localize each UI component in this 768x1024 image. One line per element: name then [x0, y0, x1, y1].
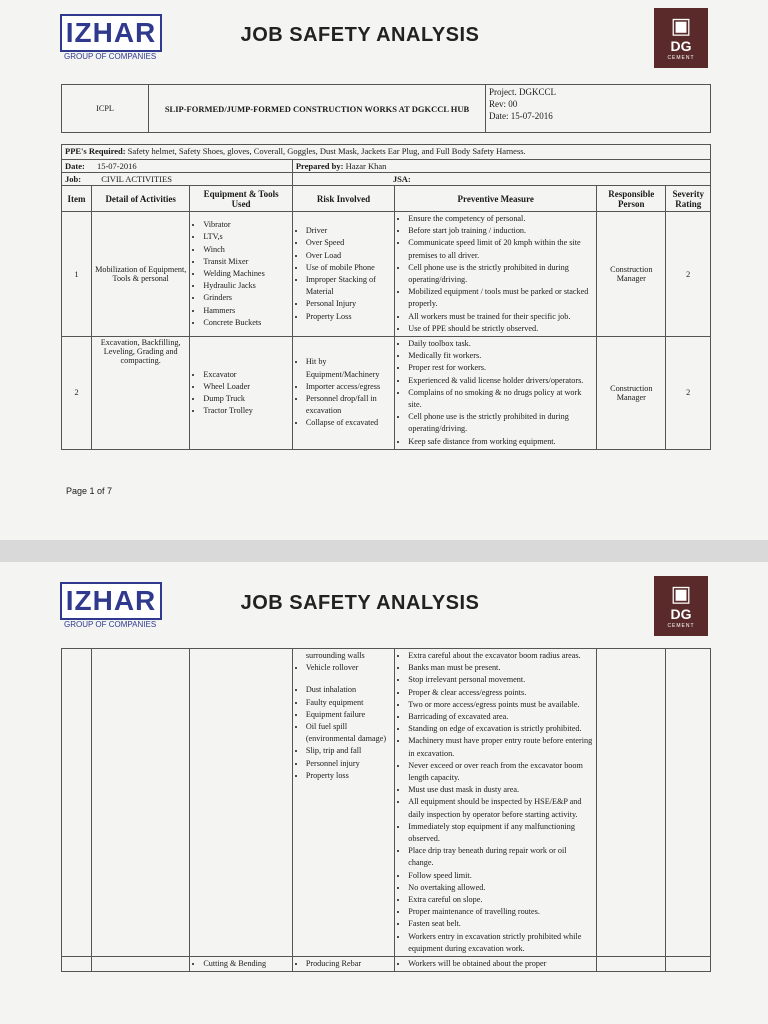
ppe-label: PPE's Required: [65, 146, 126, 156]
row-detail [92, 957, 190, 972]
dg-cement-logo [654, 8, 708, 68]
list-item: • Excavator [203, 369, 288, 381]
measure-list [398, 213, 593, 335]
header-date: Date: 15-07-2016 [489, 111, 553, 121]
list-item: • Machinery must have proper entry route before entering in excavation. [408, 735, 593, 759]
list-item: • Cutting & Bending [203, 958, 288, 970]
list-item: • All workers must be trained for their specific job. [408, 311, 593, 323]
row-detail [92, 649, 190, 957]
risk-list [296, 684, 391, 782]
list-item: • Tractor Trolley [203, 405, 288, 417]
list-item: • Transit Mixer [203, 256, 288, 268]
page-2 [0, 562, 768, 1024]
column-headers [62, 186, 711, 212]
list-item: • Driver [306, 225, 391, 237]
col-preventive: Preventive Measure [395, 186, 597, 212]
risk-list [296, 356, 391, 429]
elephant-icon: ▣ [670, 581, 692, 606]
dg-logo-text: DG [670, 38, 692, 54]
row-severity [666, 649, 711, 957]
list-item: • Slip, trip and fall [306, 745, 391, 757]
date-label: Date: [65, 161, 85, 171]
list-item: • Dust inhalation [306, 684, 391, 696]
jsa-table-continued [61, 648, 711, 972]
list-item: • Proper maintenance of travelling routes. [408, 906, 593, 918]
elephant-icon: ▣ [670, 13, 692, 38]
company-name: ICPL [62, 85, 149, 133]
list-item: • Welding Machines [203, 268, 288, 280]
list-item: • Grinders [203, 292, 288, 304]
list-item: • Hammers [203, 305, 288, 317]
row-equipment [190, 649, 292, 957]
risk-continued: surrounding walls [305, 651, 365, 660]
list-item: • All equipment should be inspected by HSE/E&P and daily inspection by operator before starting activity. [408, 796, 593, 820]
prepared-value: Hazar Khan [345, 161, 387, 171]
list-item: • Cell phone use is the strictly prohibited in during operating/driving. [408, 262, 593, 286]
job-cell [62, 173, 293, 186]
izhar-logo: IZHAR [60, 582, 162, 620]
list-item: • Experienced & valid license holder drivers/operators. [408, 375, 593, 387]
date-cell [62, 160, 293, 173]
list-item: • Place drip tray beneath during repair work or oil change. [408, 845, 593, 869]
list-item: • Faulty equipment [306, 697, 391, 709]
row-measures [395, 957, 597, 972]
list-item: • Dump Truck [203, 393, 288, 405]
list-item: • Proper & clear access/egress points. [408, 687, 593, 699]
ppe-row [62, 145, 711, 160]
list-item: • Ensure the competency of personal. [408, 213, 593, 225]
list-item: • Concrete Buckets [203, 317, 288, 329]
row-item [62, 957, 92, 972]
list-item: • Daily toolbox task. [408, 338, 593, 350]
col-item: Item [62, 186, 92, 212]
row-responsible [597, 957, 666, 972]
work-title: SLIP-FORMED/JUMP-FORMED CONSTRUCTION WORKS AT DGKCCL HUB [149, 85, 486, 133]
list-item: • Improper Stacking of Material [306, 274, 391, 298]
list-item: • Vehicle rollover [306, 662, 391, 674]
measure-list [398, 650, 593, 955]
list-item: • Keep safe distance from working equipment. [408, 436, 593, 448]
row-responsible [597, 649, 666, 957]
list-item: • Banks man must be present. [408, 662, 593, 674]
row-risks [292, 212, 394, 337]
list-item: • Property Loss [306, 311, 391, 323]
list-item: • Collapse of excavated [306, 417, 391, 429]
ppe-text: Safety helmet, Safety Shoes, gloves, Coverall, Goggles, Dust Mask, Jackets Ear Plug, and Full Body Safety Harness. [125, 146, 526, 156]
list-item: • Cell phone use is the strictly prohibited in during operating/driving. [408, 411, 593, 435]
list-item: • Over Load [306, 250, 391, 262]
izhar-logo-subtitle: GROUP OF COMPANIES [64, 52, 157, 61]
list-item: • Importer access/egress [306, 381, 391, 393]
row-item [62, 649, 92, 957]
measure-list [398, 338, 593, 448]
list-item: • Workers entry in excavation strictly prohibited while equipment during excavation work. [408, 931, 593, 955]
list-item: • Extra careful about the excavator boom radius areas. [408, 650, 593, 662]
list-item: • Workers will be obtained about the proper [408, 958, 593, 970]
izhar-logo-subtitle: GROUP OF COMPANIES [64, 620, 157, 629]
list-item: • Before start job training / induction. [408, 225, 593, 237]
revision: Rev: 00 [489, 99, 518, 109]
risk-list [296, 662, 391, 674]
col-responsible: Responsible Person [597, 186, 666, 212]
list-item: • Fasten seat belt. [408, 918, 593, 930]
col-equipment: Equipment & Tools Used [190, 186, 292, 212]
list-item: • Use of mobile Phone [306, 262, 391, 274]
row-measures [395, 337, 597, 450]
row-equipment [190, 337, 292, 450]
list-item: • Personnel injury [306, 758, 391, 770]
row-risks [292, 337, 394, 450]
date-value: 15-07-2016 [96, 161, 137, 171]
equipment-list [193, 369, 288, 418]
list-item: • Oil fuel spill (environmental damage) [306, 721, 391, 745]
prepared-label: Prepared by: [295, 161, 344, 171]
row-detail: Mobilization of Equipment, Tools & personal [92, 212, 190, 337]
equipment-list [193, 219, 288, 329]
list-item: • Extra careful on slope. [408, 894, 593, 906]
list-item: • Hydraulic Jacks [203, 280, 288, 292]
col-detail: Detail of Activities [92, 186, 190, 212]
list-item: • Equipment failure [306, 709, 391, 721]
list-item: • Mobilized equipment / tools must be parked or stacked properly. [408, 286, 593, 310]
list-item: • Proper rest for workers. [408, 362, 593, 374]
row-responsible: Construction Manager [597, 212, 666, 337]
list-item: • Use of PPE should be strictly observed. [408, 323, 593, 335]
row-risks [292, 957, 394, 972]
izhar-logo: IZHAR [60, 14, 162, 52]
page-title: JOB SAFETY ANALYSIS [240, 24, 480, 46]
list-item: • Producing Rebar [306, 958, 391, 970]
jsa-table [61, 144, 711, 450]
header-table [61, 84, 711, 133]
col-risk: Risk Involved [292, 186, 394, 212]
jsa-cell [292, 173, 710, 186]
row-equipment [190, 212, 292, 337]
project-name: Project. DGKCCL [489, 87, 556, 97]
table-row [62, 212, 711, 337]
dg-logo-text: DG [670, 606, 692, 622]
list-item: • Vibrator [203, 219, 288, 231]
list-item: • Must use dust mask in dusty area. [408, 784, 593, 796]
project-info [486, 85, 711, 133]
list-item: • Hit by Equipment/Machinery [306, 356, 391, 380]
list-item: • Follow speed limit. [408, 870, 593, 882]
row-responsible: Construction Manager [597, 337, 666, 450]
table-row [62, 649, 711, 957]
list-item: • Two or more access/egress points must be available. [408, 699, 593, 711]
list-item: • Stop irrelevant personal movement. [408, 674, 593, 686]
list-item: • Personal Injury [306, 298, 391, 310]
jsa-label: JSA: [392, 174, 411, 184]
list-item: • Never exceed or over reach from the excavator boom length capacity. [408, 760, 593, 784]
list-item: • Complains of no smoking & no drugs policy at work site. [408, 387, 593, 411]
list-item: • Standing on edge of excavation is strictly prohibited. [408, 723, 593, 735]
row-measures [395, 649, 597, 957]
list-item: • LTV,s [203, 231, 288, 243]
col-severity: Severity Rating [666, 186, 711, 212]
table-row [62, 957, 711, 972]
row-risks [292, 649, 394, 957]
list-item: • No overtaking allowed. [408, 882, 593, 894]
table-row [62, 337, 711, 450]
list-item: • Communicate speed limit of 20 kmph within the site premises to all driver. [408, 237, 593, 261]
row-equipment [190, 957, 292, 972]
row-measures [395, 212, 597, 337]
row-detail: Excavation, Backfilling, Leveling, Grading and compacting. [92, 337, 190, 450]
dg-cement-logo [654, 576, 708, 636]
list-item: • Barricading of excavated area. [408, 711, 593, 723]
prepared-cell [292, 160, 710, 173]
page-title: JOB SAFETY ANALYSIS [240, 592, 480, 614]
list-item: • Property loss [306, 770, 391, 782]
row-item: 1 [62, 212, 92, 337]
page-number: Page 1 of 7 [66, 486, 113, 496]
row-severity [666, 957, 711, 972]
row-severity: 2 [666, 337, 711, 450]
row-item: 2 [62, 337, 92, 450]
list-item: • Winch [203, 244, 288, 256]
job-label: Job: [65, 174, 82, 184]
list-item: • Over Speed [306, 237, 391, 249]
list-item: • Wheel Loader [203, 381, 288, 393]
job-value: CIVIL ACTIVITIES [101, 174, 172, 184]
list-item: • Immediately stop equipment if any malfunctioning observed. [408, 821, 593, 845]
row-severity: 2 [666, 212, 711, 337]
list-item: • Medically fit workers. [408, 350, 593, 362]
list-item: • Personnel drop/fall in excavation [306, 393, 391, 417]
risk-list [296, 225, 391, 323]
dg-logo-subtext: CEMENT [667, 55, 695, 61]
dg-logo-subtext: CEMENT [667, 623, 695, 629]
